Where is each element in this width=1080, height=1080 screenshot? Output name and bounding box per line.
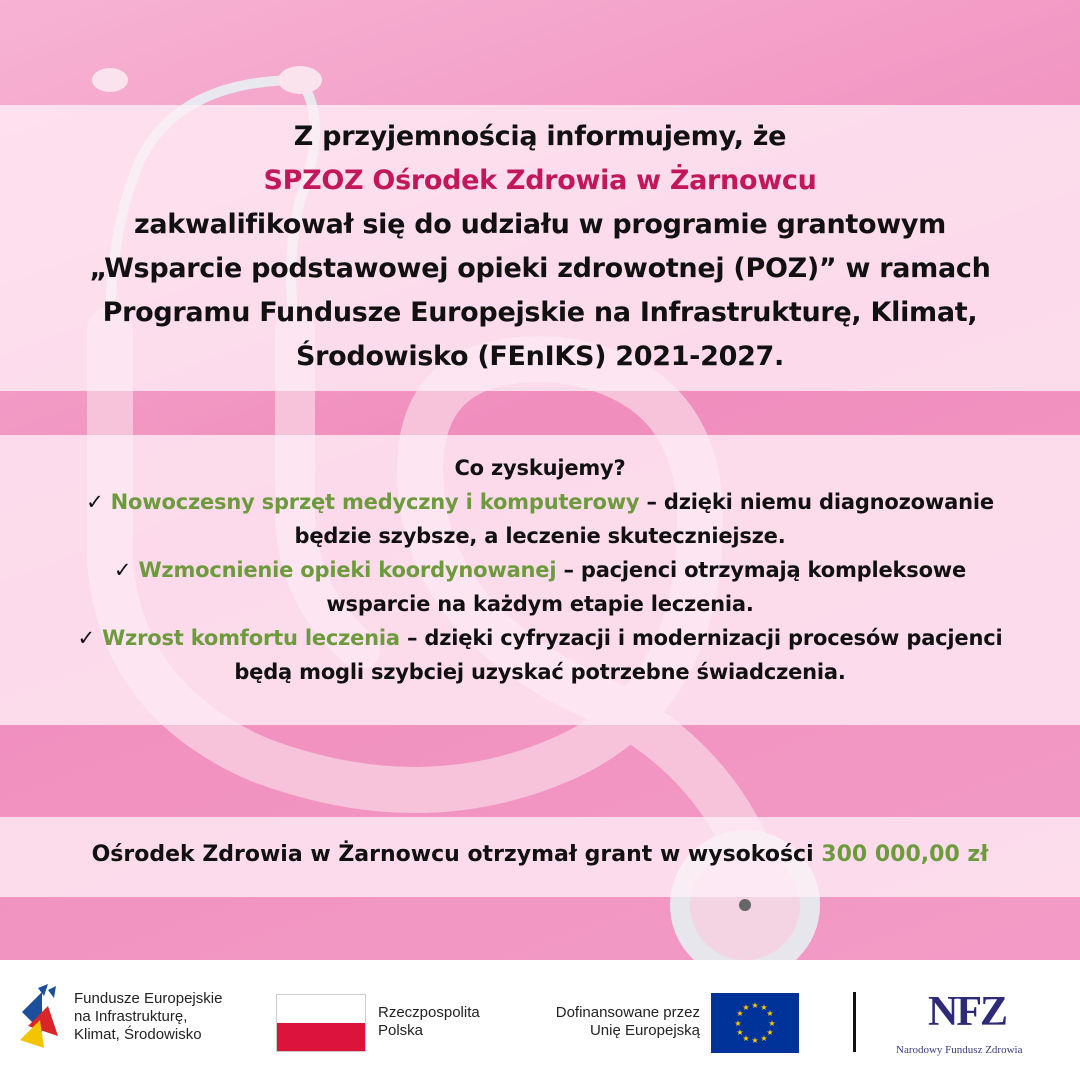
svg-text:★: ★ [766, 1009, 774, 1018]
benefits-section [0, 435, 1080, 725]
rp-line-1: Rzeczpospolita [378, 1004, 480, 1021]
funding-logos-footer [0, 960, 1080, 1080]
footer-divider [853, 992, 856, 1052]
svg-text:★: ★ [736, 1028, 744, 1037]
benefit-item-3 [0, 621, 1080, 655]
svg-text:★: ★ [736, 1009, 744, 1018]
header-line-1: Z przyjemnością informujemy, że [293, 121, 787, 152]
benefit-text: – dzięki cyfryzacji i modernizacji procesów pacjenci [399, 626, 1003, 650]
announcement-header [0, 105, 1080, 391]
svg-text:★: ★ [760, 1034, 768, 1043]
header-line-4: „Wsparcie podstawowej opieki zdrowotnej (POZ)” w ramach [89, 253, 991, 284]
check-icon: ✓ [77, 626, 95, 650]
grant-banner [0, 817, 1080, 897]
check-icon: ✓ [113, 558, 132, 582]
benefit-item-1-cont: będzie szybsze, a leczenie skuteczniejsze. [294, 524, 786, 548]
benefit-item-2-cont: wsparcie na każdym etapie leczenia. [326, 592, 754, 616]
nfz-logo-mark: NFZ [928, 989, 1006, 1035]
grant-amount: 300 000,00 zł [821, 842, 989, 867]
svg-text:★: ★ [742, 1034, 750, 1043]
eu-line-1: Dofinansowane przez [555, 1004, 700, 1021]
eu-logo-text [534, 1004, 700, 1040]
benefit-highlight: Wzmocnienie opieki koordynowanej [138, 558, 557, 582]
nfz-logo-subtitle: Narodowy Fundusz Zdrowia [896, 1044, 1023, 1056]
header-line-6: Środowisko (FEnIKS) 2021-2027. [296, 341, 784, 372]
svg-text:★: ★ [751, 1036, 759, 1045]
svg-text:★: ★ [734, 1019, 742, 1028]
svg-text:★: ★ [751, 1001, 759, 1010]
eu-flag-icon [711, 993, 799, 1053]
benefits-title: Co zyskujemy? [454, 456, 626, 480]
benefit-highlight: Wzrost komfortu leczenia [102, 626, 400, 650]
benefit-text: – dzięki niemu diagnozowanie [639, 490, 994, 514]
polish-flag-icon [276, 994, 366, 1052]
benefit-item-2 [0, 553, 1080, 587]
feniks-line-2: na Infrastrukturę, [74, 1008, 188, 1025]
benefit-item-3-cont: będą mogli szybciej uzyskać potrzebne świadczenia. [234, 660, 846, 684]
benefit-text: – pacjenci otrzymają kompleksowe [556, 558, 967, 582]
svg-text:★: ★ [760, 1003, 768, 1012]
grant-text: Ośrodek Zdrowia w Żarnowcu otrzymał grant w wysokości [91, 842, 822, 867]
benefit-item-1 [0, 485, 1080, 519]
header-line-3: zakwalifikował się do udziału w programie grantowym [133, 209, 947, 240]
header-line-5: Programu Fundusze Europejskie na Infrastrukturę, Klimat, [102, 297, 978, 328]
benefit-highlight: Nowoczesny sprzęt medyczny i komputerowy [110, 490, 640, 514]
grant-line [0, 837, 1080, 873]
rp-line-2: Polska [378, 1022, 424, 1039]
eu-line-2: Unię Europejską [589, 1022, 700, 1039]
feniks-line-3: Klimat, Środowisko [74, 1026, 202, 1043]
feniks-line-1: Fundusze Europejskie [74, 990, 223, 1007]
svg-text:★: ★ [766, 1028, 774, 1037]
feniks-logo-icon [18, 982, 64, 1052]
feniks-logo-text [74, 990, 222, 1044]
svg-text:★: ★ [742, 1003, 750, 1012]
clinic-name: SPZOZ Ośrodek Zdrowia w Żarnowcu [263, 165, 817, 196]
rp-logo-text [378, 1004, 480, 1040]
svg-text:★: ★ [768, 1019, 776, 1028]
check-icon: ✓ [86, 490, 104, 514]
